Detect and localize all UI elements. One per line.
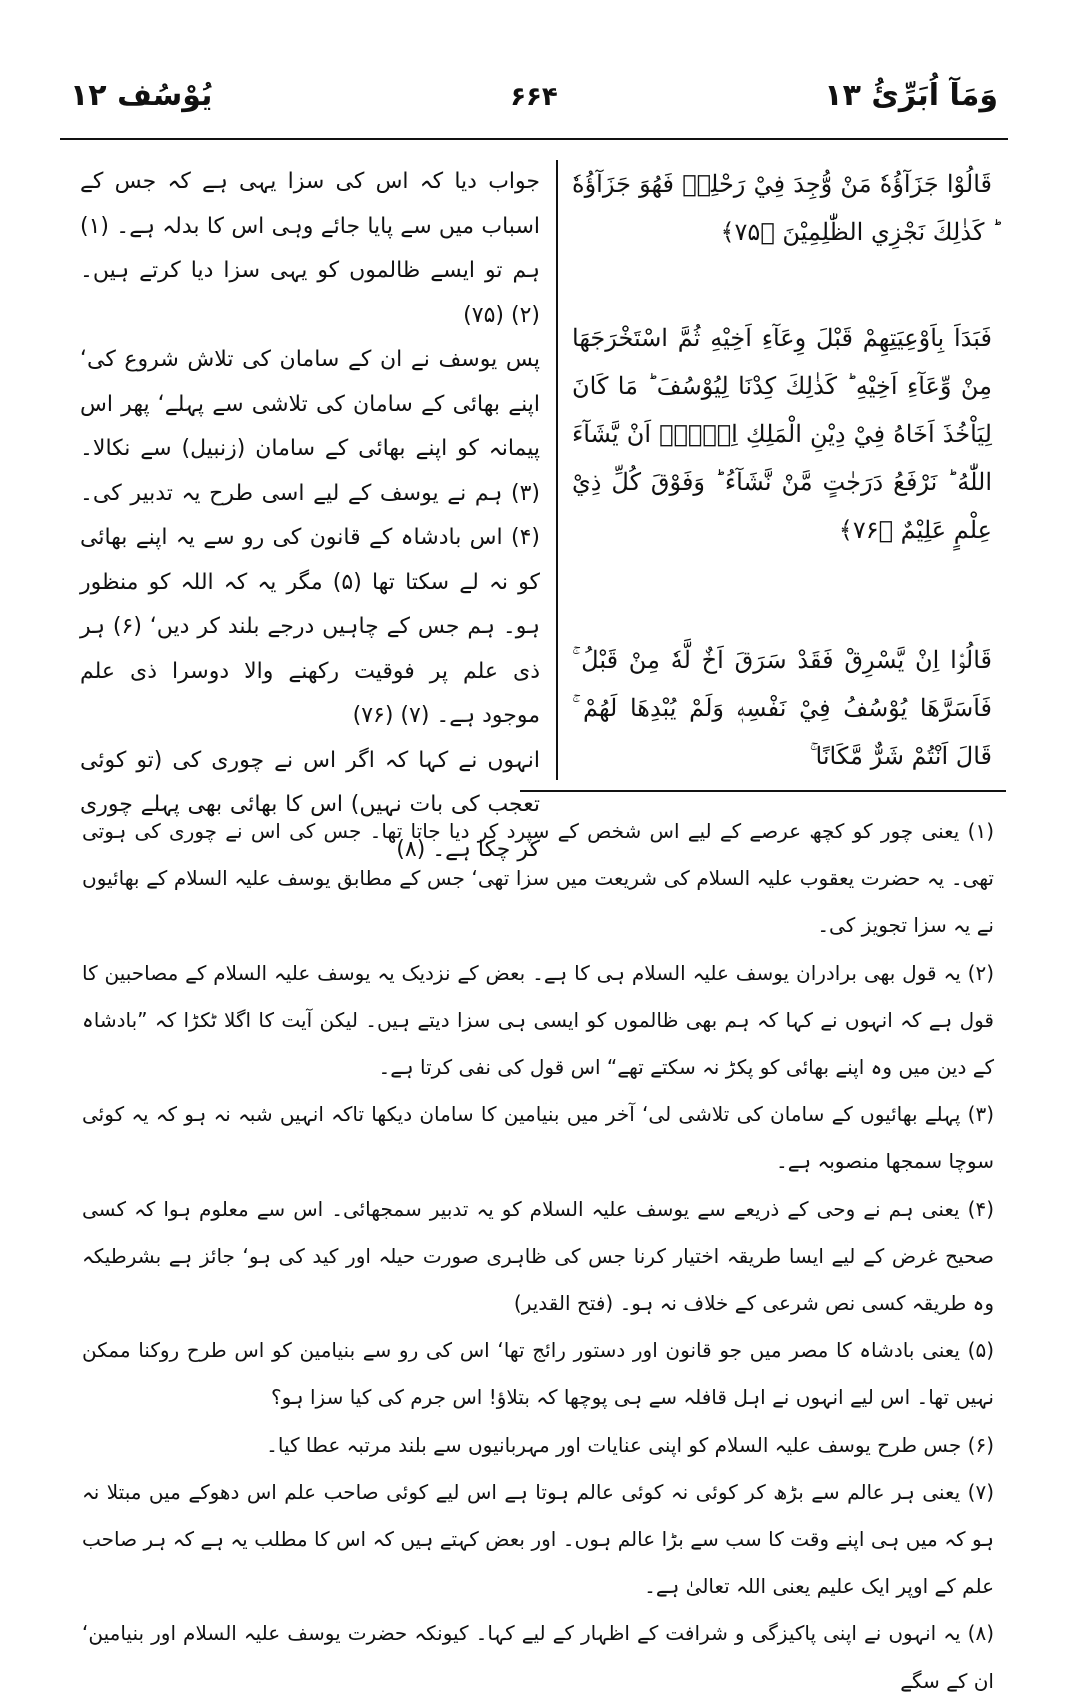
arabic-verse-76: فَبَدَاَ بِاَوْعِيَتِهِمْ قَبْلَ وِعَآءِ اَخِيْهِ ثُمَّ اسْتَخْرَجَهَا مِنْ وِّعَآءِ اَخِيْهِ ؕ كَذٰلِكَ كِدْنَا لِيُوْسُفَ ؕ مَا كَانَ لِيَاْخُذَ اَخَاهُ فِيْ دِيْنِ الْمَلِكِ اِلَّاۤ اَنْ يَّشَآءَ اللّٰهُ ؕ نَرْفَعُ دَرَجٰتٍ مَّنْ نَّشَآءُ ؕ وَفَوْقَ كُلِّ ذِيْ عِلْمٍ عَلِيْمٌ ﴿۷۶﴾ xyxy=(572,324,992,544)
footnote-5: (۵) یعنی بادشاہ کا مصر میں جو قانون اور دستور رائج تھا‘ اس کی رو سے بنیامین کو اس طرح روکنا ممکن نہیں تھا۔ اس لیے انہوں نے اہل قافلہ سے ہی پوچھا کہ بتلاؤ! اس جرم کی کیا سزا ہو؟ xyxy=(82,1338,994,1410)
footnote-4: (۴) یعنی ہم نے وحی کے ذریعے سے یوسف علیہ السلام کو یہ تدبیر سمجھائی۔ اس سے معلوم ہوا کہ کسی صحیح غرض کے لیے ایسا طریقہ اختیار کرنا جس کی ظاہری صورت حیلہ اور کید کی ہو‘ جائز ہے بشرطیکہ وہ طریقہ کسی نص شرعی کے خلاف نہ ہو۔ (فتح القدیر) xyxy=(82,1196,994,1316)
page-number: ۶۶۴ xyxy=(510,82,558,112)
footnote-6: (۶) جس طرح یوسف علیہ السلام کو اپنی عنایات اور مہربانیوں سے بلند مرتبہ عطا کیا۔ xyxy=(266,1432,994,1457)
footnote-1: (۱) یعنی چور کو کچھ عرصے کے لیے اس شخص کے سپرد کر دیا جاتا تھا۔ جس کی اس نے چوری کی ہوتی تھی۔ یہ حضرت یعقوب علیہ السلام کی شریعت میں سزا تھی‘ جس کے مطابق یوسف علیہ السلام کے بھائیوں نے یہ سزا تجویز کی۔ xyxy=(82,819,994,938)
footnote-7: (۷) یعنی ہر عالم سے بڑھ کر کوئی نہ کوئی عالم ہوتا ہے اس لیے کوئی صاحب علم اس دھوکے میں مبتلا نہ ہو کہ میں ہی اپنے وقت کا سب سے بڑا عالم ہوں۔ اور بعض کہتے ہیں کہ اس کا مطلب یہ ہے کہ ہر صاحب علم کے اوپر ایک علیم یعنی اللہ تعالیٰ ہے۔ xyxy=(82,1479,994,1599)
translation-76: پس یوسف نے ان کے سامان کی تلاش شروع کی‘ اپنے بھائی کے سامان کی تلاشی سے پہلے‘ پھر اس پیمانہ کو اپنے بھائی کے سامان (زنبیل) سے نکالا۔ (۳) ہم نے یوسف کے لیے اسی طرح یہ تدبیر کی۔ (۴) اس بادشاہ کے قانون کی رو سے یہ اپنے بھائی کو نہ لے سکتا تھا (۵) مگر یہ کہ اللہ کو منظور ہو۔ ہم جس کے چاہیں درجے بلند کر دیں‘ (۶) ہر ذی علم پر فوقیت رکھنے والا دوسرا ذی علم موجود ہے۔ (۷) (۷۶) xyxy=(80,347,540,728)
column-divider xyxy=(556,160,558,780)
translation-77: انہوں نے کہا کہ اگر اس نے چوری کی (تو کوئی تعجب کی بات نہیں) اس کا بھائی بھی پہلے چوری کر چکا ہے۔ (۸) xyxy=(80,747,540,862)
page-header xyxy=(70,78,998,128)
header-rule xyxy=(60,138,1008,140)
footnote-rule xyxy=(520,790,1006,792)
footnote-2: (۲) یہ قول بھی برادران یوسف علیہ السلام ہی کا ہے۔ بعض کے نزدیک یہ یوسف علیہ السلام کے مصاحبین کا قول ہے کہ انہوں نے کہا کہ ہم بھی ظالموں کو ایسی ہی سزا دیتے ہیں۔ لیکن آیت کا اگلا ٹکڑا کہ ”بادشاہ کے دین میں وہ اپنے بھائی کو پکڑ نہ سکتے تھے“ اس قول کی نفی کرتا ہے۔ xyxy=(82,960,994,1080)
footnote-3: (۳) پہلے بھائیوں کے سامان کی تلاشی لی‘ آخر میں بنیامین کا سامان دیکھا تاکہ انہیں شبہ نہ ہو کہ یہ کوئی سوچا سمجھا منصوبہ ہے۔ xyxy=(82,1102,994,1174)
arabic-verse-75: قَالُوْا جَزَآؤُهٗ مَنْ وُّجِدَ فِيْ رَحْلِهٖ فَهُوَ جَزَآؤُهٗ ؕ كَذٰلِكَ نَجْزِي الظّٰلِمِيْنَ ﴿۷۵﴾ xyxy=(572,170,992,246)
translation-column xyxy=(80,160,540,872)
juz-title: وَمَآ اُبَرِّئُ ۱۳ xyxy=(824,78,998,113)
translation-75: جواب دیا کہ اس کی سزا یہی ہے کہ جس کے اسباب میں سے پایا جائے وہی اس کا بدلہ ہے۔ (۱) ہم تو ایسے ظالموں کو یہی سزا دیا کرتے ہیں۔ (۲) (۷۵) xyxy=(80,169,540,328)
footnotes xyxy=(82,808,994,1705)
arabic-verse-77: قَالُوْۤا اِنْ يَّسْرِقْ فَقَدْ سَرَقَ اَخٌ لَّهٗ مِنْ قَبْلُ ۚ فَاَسَرَّهَا يُوْسُفُ فِيْ نَفْسِهٖ وَلَمْ يُبْدِهَا لَهُمْ ۚ قَالَ اَنْتُمْ شَرٌّ مَّكَانًا ۚ xyxy=(572,646,992,770)
arabic-column xyxy=(572,160,992,780)
footnote-8: (۸) یہ انہوں نے اپنی پاکیزگی و شرافت کے اظہار کے لیے کہا۔ کیونکہ حضرت یوسف علیہ السلام اور بنیامین‘ ان کے سگے xyxy=(82,1621,994,1693)
surah-title: یُوْسُف ۱۲ xyxy=(70,78,213,113)
